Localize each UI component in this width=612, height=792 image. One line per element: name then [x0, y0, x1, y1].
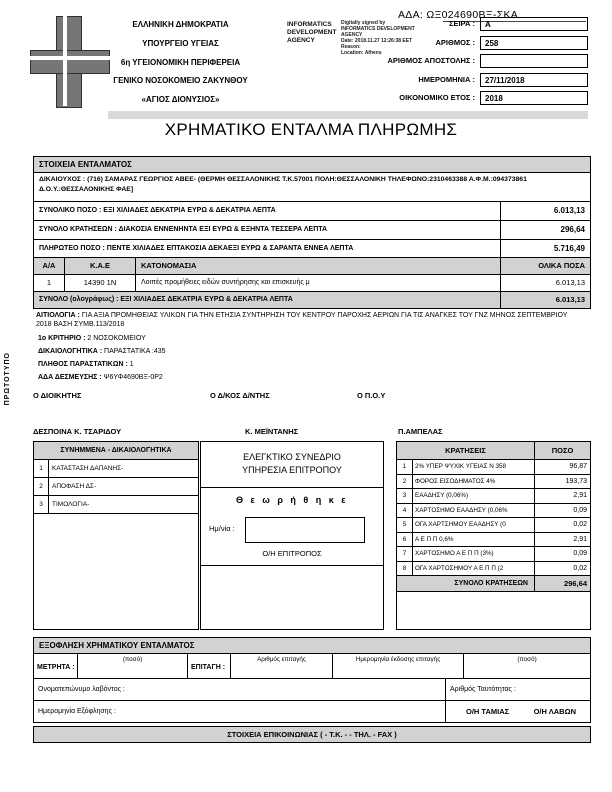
deduction-name: ΟΓΑ ΧΑΡΤΣΗΜΟΥ ΕΑΑΔΗΣΥ (0: [413, 518, 535, 532]
total-amount-words: ΕΞΙ ΧΙΛΙΑΔΕΣ ΔΕΚΑΤΡΙΑ ΕΥΡΩ & ΔΕΚΑΤΡΙΑ ΛΕΠΤΑ: [103, 207, 276, 214]
commitment-ada-label: ΑΔΑ ΔΕΣΜΕΥΣΗΣ :: [38, 374, 102, 381]
attachment-item: [34, 496, 198, 514]
deduction-num: 2: [397, 475, 413, 489]
deductions-total-label: ΣΥΝΟΛΟ ΚΡΑΤΗΣΕΩΝ: [397, 576, 535, 591]
row-name: Λοιπές προμήθειες ειδών συντήρησης και επισκευής μ: [135, 275, 500, 291]
deduction-name: ΦΟΡΟΣ ΕΙΣΟΔΗΜΑΤΟΣ 4%: [413, 475, 535, 489]
col-kae: Κ.Α.Ε: [64, 258, 135, 274]
kae-table: [33, 257, 591, 309]
attachment-item: [34, 478, 198, 496]
deduction-amount: 193,73: [565, 477, 587, 485]
deduction-row: [397, 547, 590, 562]
deductions-total-label: ΣΥΝΟΛΟ ΚΡΑΤΗΣΕΩΝ :: [39, 226, 117, 233]
deduction-name: Α Ε Π Π 0,6%: [413, 533, 535, 547]
ada-code: ΑΔΑ: ΩΞ024690ΒΞ-ΣΚΑ: [398, 9, 519, 21]
deduction-num: 3: [397, 489, 413, 503]
org-line-region: 6η ΥΓΕΙΟΝΟΜΙΚΗ ΠΕΡΙΦΕΡΕΙΑ: [120, 57, 241, 67]
field-row-oikonomiko-etos: [220, 91, 588, 105]
cash-amount-cell: (ποσό): [78, 654, 188, 678]
sig-line: Date: 2018.11.27 12:26:38 EET: [341, 38, 413, 44]
audit-date-label: Ημ/νία :: [209, 524, 235, 533]
sig-line: Digitally signed by: [341, 20, 386, 26]
imerominia-label: ΗΜΕΡΟΜΗΝΙΑ :: [418, 75, 475, 84]
payable-amount-label: ΠΛΗΡΩΤΕΟ ΠΟΣΟ :: [39, 245, 105, 252]
supporting-docs-value: ΠΑΡΑΣΤΑΤΙΚΑ :435: [104, 348, 166, 355]
contact-info-bar: ΣΤΟΙΧΕΙΑ ΕΠΙΚΟΙΝΩΝΙΑΣ ( - Τ.Κ. - - ΤΗΛ. - FAX ): [33, 726, 591, 743]
deduction-row: [397, 533, 590, 548]
cheque-number-cell: Αριθμός επιταγής: [231, 654, 333, 678]
payable-amount-words: ΠΕΝΤΕ ΧΙΛΙΑΔΕΣ ΕΠΤΑΚΟΣΙΑ ΔΕΚΑΕΞΙ ΕΥΡΩ & ΣΑΡΑΝΤΑ ΕΝΝΕΑ ΛΕΠΤΑ: [106, 245, 354, 252]
deduction-num: 6: [397, 533, 413, 547]
audit-line-2: ΥΠΗΡΕΣΙΑ ΕΠΙΤΡΟΠΟΥ: [242, 465, 342, 475]
attachments-header: ΣΥΝΗΜΜΕΝΑ - ΔΙΚΑΙΟΛΟΓΗΤΙΚΑ: [34, 442, 198, 460]
beneficiary-text: (716) ΣΑΜΑΡΑΣ ΓΕΩΡΓΙΟΣ ΑΒΕΕ- (ΘΕΡΜΗ ΘΕΣΣΑΛΟΝΙΚΗΣ Τ.Κ.57001 ΠΟΛΗ:ΘΕΣΣΑΛΟΝΙΚΗ ΤΗΛΕΦΩΝΟ:2310463388 Α.Φ.Μ.:094373861 Δ.Ο.Υ.:ΘΕΣΣΑΛΟΝΙΚΗΣ ΦΑΕ]: [39, 176, 527, 193]
deductions-amount-col: ΠΟΣΟ: [551, 446, 574, 455]
field-row-arithmos-apostolis: [220, 54, 588, 68]
justification-text: ΓΙΑ ΑΞΙΑ ΠΡΟΜΗΘΕΙΑΣ ΥΛΙΚΩΝ ΓΙΑ ΤΗΝ ΕΤΗΣΙΑ ΣΥΝΤΗΡΗΣΗ ΤΟΥ ΚΕΝΤΡΟΥ ΠΑΡΟΧΗΣ ΑΕΡΙΩΝ ΓΙΑ ΤΙΣ ΑΝΑΓΚΕΣ ΤΟΥ ΓΝΖ ΜΗΝΟΣ ΣΕΠΤΕΜΒΡΙΟΥ 2018 ΒΑΣΗ ΣΥΜΒ.113/2018: [36, 312, 568, 328]
criterion-line: [38, 335, 146, 342]
docs-count-label: ΠΛΗΘΟΣ ΠΑΡΑΣΤΑΤΙΚΩΝ :: [38, 361, 128, 368]
deduction-num: 8: [397, 562, 413, 576]
beneficiary-row: [34, 172, 590, 201]
total-amount-row: [34, 201, 590, 220]
cheque-date-cell: Ημερομηνία έκδοσης επιταγής: [333, 654, 464, 678]
audit-date-box: [245, 517, 365, 543]
cheque-label: ΕΠΙΤΑΓΗ :: [188, 654, 231, 678]
deduction-name: ΧΑΡΤΟΣΗΜΟ Α Ε Π Π (3%): [413, 547, 535, 561]
attachment-text: ΑΠΟΦΑΣΗ ΔΣ-: [52, 483, 97, 490]
order-details-header: ΣΤΟΙΧΕΙΑ ΕΝΤΑΛΜΑΤΟΣ: [34, 157, 590, 172]
signer-name-2: Κ. ΜΕΪΝΤΑΝΗΣ: [245, 427, 299, 436]
signer-name-3: Π.ΑΜΠΕΛΑΣ: [398, 427, 443, 436]
recipient-name-cell: Ονοματεπώνυμο λαβόντος :: [34, 679, 446, 700]
seira-value-box: Α: [480, 17, 588, 31]
org-line-ministry: ΥΠΟΥΡΓΕΙΟ ΥΓΕΙΑΣ: [142, 38, 219, 48]
deduction-amount: 96,87: [569, 463, 587, 470]
attachment-num: 2: [34, 478, 49, 495]
col-name: ΚΑΤΟΝΟΜΑΣΙΑ: [135, 258, 500, 274]
order-details-section: [33, 156, 591, 259]
deductions-total-row: [397, 576, 590, 592]
beneficiary-label: ΔΙΚΑΙΟΥΧΟΣ :: [39, 176, 86, 183]
col-aa: Α/Α: [42, 261, 56, 270]
criterion-value: 2 ΝΟΣΟΚΟΜΕΙΟΥ: [87, 335, 146, 342]
original-watermark: ΠΡΩΤΟΤΥΠΟ: [4, 352, 11, 406]
attachment-num: 3: [34, 496, 49, 513]
deduction-amount: 2,91: [573, 535, 587, 543]
approved-text: Θ ε ω ρ ή θ η κ ε: [235, 495, 349, 505]
deductions-total-value: 296,64: [500, 221, 590, 239]
deductions-total-row: [34, 220, 590, 239]
deduction-name: ΟΓΑ ΧΑΡΤΟΣΗΜΟΥ Α Ε Π Π (2: [413, 562, 535, 576]
arithmos-apostolis-label: ΑΡΙΘΜΟΣ ΑΠΟΣΤΟΛΗΣ :: [387, 56, 475, 65]
sig-line: INFORMATICS DEVELOPMENT AGENCY: [341, 26, 415, 38]
docs-count-line: [38, 361, 134, 368]
settlement-row-2: [34, 679, 590, 701]
kae-table-header: [34, 258, 590, 274]
org-line-republic: ΕΛΛΗΝΙΚΗ ΔΗΜΟΚΡΑΤΙΑ: [132, 20, 229, 29]
deductions-name-col: ΚΡΑΤΗΣΕΙΣ: [397, 442, 535, 459]
total-amount-value: 6.013,13: [500, 202, 590, 220]
audit-line-1: ΕΛΕΓΚΤΙΚΟ ΣΥΝΕΔΡΙΟ: [243, 452, 341, 462]
supporting-docs-line: [38, 348, 166, 355]
arithmos-apostolis-value-box: [480, 54, 588, 68]
attachment-text: ΚΑΤΑΣΤΑΣΗ ΔΑΠΑΝΗΣ-: [52, 465, 124, 472]
cash-label: ΜΕΤΡΗΤΑ :: [34, 654, 78, 678]
deduction-amount: 0,09: [573, 506, 587, 514]
attachment-num: 1: [34, 460, 49, 477]
settlement-header: ΕΞΟΦΛΗΣΗ ΧΡΗΜΑΤΙΚΟΥ ΕΝΤΑΛΜΑΤΟΣ: [34, 638, 590, 654]
deduction-row: [397, 518, 590, 533]
signer-title-admin-director: Ο Δ/ΚΟΣ Δ/ΝΤΗΣ: [210, 391, 270, 400]
row-aa: 1: [46, 278, 52, 287]
org-line-hospital-name: «ΑΓΙΟΣ ΔΙΟΝΥΣΙΟΣ»: [141, 95, 220, 105]
sig-line: Reason:: [341, 44, 361, 50]
deduction-row: [397, 562, 590, 577]
commitment-ada-line: [38, 374, 163, 381]
field-row-seira: [220, 17, 588, 31]
justification-block: [36, 311, 584, 329]
deductions-total-words: ΔΙΑΚΟΣΙΑ ΕΝΝΕΝΗΝΤΑ ΕΞΙ ΕΥΡΩ & ΕΞΗΝΤΑ ΤΕΣΣΕΡΑ ΛΕΠΤΑ: [118, 226, 328, 233]
deduction-amount: 0,09: [573, 550, 587, 557]
deduction-num: 7: [397, 547, 413, 561]
commissioner-label: Ο/Η ΕΠΙΤΡΟΠΟΣ: [262, 549, 322, 558]
deduction-num: 5: [397, 518, 413, 532]
arithmos-value-box: 258: [480, 36, 588, 50]
deduction-num: 1: [397, 460, 413, 474]
row-amount: 6.013,13: [500, 275, 590, 291]
deduction-name: ΕΑΑΔΗΣΥ (0,06%): [413, 489, 535, 503]
settlement-row-1: [34, 654, 590, 679]
deduction-amount: 0,02: [573, 564, 587, 572]
audit-court-box: [200, 441, 384, 630]
attachment-item: [34, 460, 198, 478]
deduction-row: [397, 489, 590, 504]
deduction-amount: 2,91: [573, 492, 587, 499]
oikonomiko-etos-value-box: 2018: [480, 91, 588, 105]
audit-approval-area: [201, 495, 383, 566]
deduction-row: [397, 460, 590, 475]
field-row-arithmos: [220, 36, 588, 50]
settlement-row-3: [34, 701, 590, 722]
id-number-cell: Αριθμός Ταυτότητας :: [450, 686, 516, 693]
deduction-row: [397, 504, 590, 519]
col-amount: ΟΛΙΚΑ ΠΟΣΑ: [500, 258, 590, 274]
settlement-date-cell: Ημερομηνία Εξόφλησης :: [34, 701, 446, 722]
kae-table-row: [34, 274, 590, 291]
page-title: ΧΡΗΜΑΤΙΚΟ ΕΝΤΑΛΜΑ ΠΛΗΡΩΜΗΣ: [164, 120, 458, 139]
attachment-text: ΤΙΜΟΛΟΓΙΑ-: [52, 501, 90, 508]
deduction-amount: 0,02: [573, 521, 587, 528]
receiver-label: Ο/Η ΛΑΒΩΝ: [533, 707, 576, 716]
imerominia-value-box: 27/11/2018: [480, 73, 588, 87]
criterion-label: 1ο ΚΡΙΤΗΡΙΟ :: [38, 335, 86, 342]
settlement-section: [33, 637, 591, 723]
deduction-num: 4: [397, 504, 413, 518]
signer-title-poy: Ο Π.Ο.Υ: [357, 391, 386, 400]
separator-bar: [108, 111, 588, 119]
supporting-docs-label: ΔΙΚΑΙΟΛΟΓΗΤΙΚΑ :: [38, 348, 103, 355]
deductions-total-amount: 296,64: [564, 579, 587, 588]
attachments-box: [33, 441, 199, 630]
deductions-table: [396, 441, 591, 630]
total-amount-label: ΣΥΝΟΛΙΚΟ ΠΟΣΟ :: [39, 207, 102, 214]
signer-name-1: ΔΕΣΠΟΙΝΑ Κ. ΤΣΑΡΙΔΟΥ: [33, 427, 122, 436]
deduction-row: [397, 475, 590, 490]
cashier-label: Ο/Η ΤΑΜΙΑΣ: [466, 707, 510, 716]
row-kae: 14390 1Ν: [64, 275, 135, 291]
deductions-header: [397, 442, 590, 460]
kae-total-label: ΣΥΝΟΛΟ (ολογράφως) : ΕΞΙ ΧΙΛΙΑΔΕΣ ΔΕΚΑΤΡΙΑ ΕΥΡΩ & ΔΕΚΑΤΡΙΑ ΛΕΠΤΑ: [39, 296, 293, 303]
digital-signature-stamp-agency: INFORMATICS DEVELOPMENT AGENCY: [287, 21, 337, 44]
arithmos-label: ΑΡΙΘΜΟΣ :: [435, 38, 475, 47]
justification-label: ΑΙΤΙΟΛΟΓΙΑ :: [36, 312, 80, 319]
kae-total-amount: 6.013,13: [500, 292, 590, 308]
signer-title-governor: Ο ΔΙΟΙΚΗΤΗΣ: [33, 391, 82, 400]
commitment-ada-value: Ψ6ΥΦ4690ΒΞ-0Ρ2: [103, 374, 163, 381]
sig-line: Location: Athens: [341, 50, 382, 56]
kae-table-total-row: [34, 291, 590, 308]
deduction-name: 2% ΥΠΕΡ ΨΥΧΙΚ ΥΓΕΙΑΣ Ν 358: [413, 460, 535, 474]
seira-label: ΣΕΙΡΑ :: [448, 19, 475, 28]
deduction-name: ΧΑΡΤΟΣΗΜΟ ΕΑΑΔΗΣΥ (0,06%: [413, 504, 535, 518]
org-line-hospital: ΓΕΝΙΚΟ ΝΟΣΟΚΟΜΕΙΟ ΖΑΚΥΝΘΟΥ: [113, 76, 248, 86]
audit-court-header: [201, 442, 383, 488]
docs-count-value: 1: [129, 361, 134, 368]
field-row-imerominia: [220, 73, 588, 87]
cheque-amount-cell: (ποσό): [517, 656, 537, 663]
oikonomiko-etos-label: ΟΙΚΟΝΟΜΙΚΟ ΕΤΟΣ :: [399, 93, 475, 102]
payable-amount-row: [34, 239, 590, 258]
payable-amount-value: 5.716,49: [500, 240, 590, 258]
